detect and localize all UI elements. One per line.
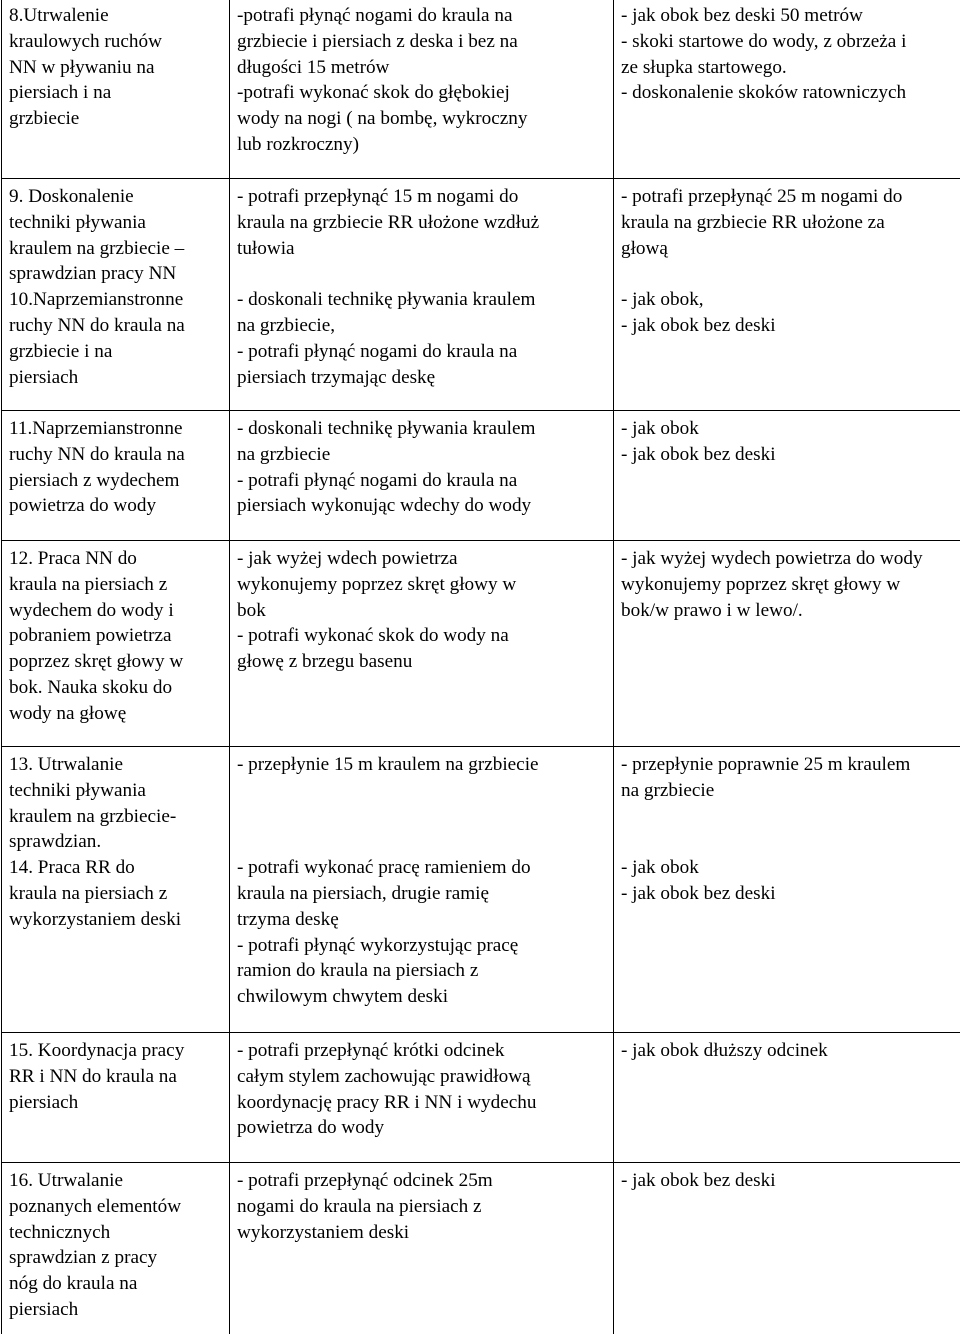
skills-cell: - potrafi przepłynąć 15 m nogami do kraula na grzbiecie RR ułożone wzdłuż tułowia - doskonali technikę pływania kraulem na grzbiecie, - potrafi płynąć nogami do kraula na piersiach trzymając deskę: [230, 179, 614, 411]
requirements-cell: - jak wyżej wydech powietrza do wody wykonujemy poprzez skręt głowy w bok/w prawo i w lewo/.: [614, 541, 960, 747]
skills-cell: - potrafi przepłynąć odcinek 25m nogami do kraula na piersiach z wykorzystaniem deski: [230, 1163, 614, 1334]
table-row: [2, 747, 960, 1033]
skills-cell: - potrafi przepłynąć krótki odcinek całym stylem zachowując prawidłową koordynację pracy RR i NN i wydechu powietrza do wody: [230, 1033, 614, 1163]
table-row: [2, 0, 960, 179]
table-row: [2, 1033, 960, 1163]
document-page: [1, 0, 957, 1333]
skills-cell: - doskonali technikę pływania kraulem na grzbiecie - potrafi płynąć nogami do kraula na piersiach wykonując wdechy do wody: [230, 411, 614, 541]
requirements-cell: - jak obok - jak obok bez deski: [614, 411, 960, 541]
skills-cell: - jak wyżej wdech powietrza wykonujemy poprzez skręt głowy w bok - potrafi wykonać skok do wody na głowę z brzegu basenu: [230, 541, 614, 747]
topic-cell: 11.Naprzemianstronne ruchy NN do kraula na piersiach z wydechem powietrza do wody: [2, 411, 230, 541]
table-row: [2, 411, 960, 541]
skills-cell: -potrafi płynąć nogami do kraula na grzbiecie i piersiach z deska i bez na długości 15 metrów -potrafi wykonać skok do głębokiej wody na nogi ( na bombę, wykroczny lub rozkroczny): [230, 0, 614, 179]
table-row: [2, 179, 960, 411]
topic-cell: 15. Koordynacja pracy RR i NN do kraula na piersiach: [2, 1033, 230, 1163]
requirements-cell: - jak obok bez deski: [614, 1163, 960, 1334]
requirements-cell: - potrafi przepłynąć 25 m nogami do kraula na grzbiecie RR ułożone za głową - jak obok, - jak obok bez deski: [614, 179, 960, 411]
requirements-cell: - przepłynie poprawnie 25 m kraulem na grzbiecie - jak obok - jak obok bez deski: [614, 747, 960, 1033]
requirements-cell: - jak obok dłuższy odcinek: [614, 1033, 960, 1163]
topic-cell: 12. Praca NN do kraula na piersiach z wydechem do wody i pobraniem powietrza poprzez skręt głowy w bok. Nauka skoku do wody na głowę: [2, 541, 230, 747]
curriculum-table: [1, 0, 960, 1334]
topic-cell: 16. Utrwalanie poznanych elementów technicznych sprawdzian z pracy nóg do kraula na piersiach: [2, 1163, 230, 1334]
table-row: [2, 1163, 960, 1334]
topic-cell: 8.Utrwalenie kraulowych ruchów NN w pływaniu na piersiach i na grzbiecie: [2, 0, 230, 179]
skills-cell: - przepłynie 15 m kraulem na grzbiecie - potrafi wykonać pracę ramieniem do kraula na piersiach, drugie ramię trzyma deskę - potrafi płynąć wykorzystując pracę ramion do kraula na piersiach z chwilowym chwytem deski: [230, 747, 614, 1033]
topic-cell: 13. Utrwalanie techniki pływania kraulem na grzbiecie- sprawdzian. 14. Praca RR do kraula na piersiach z wykorzystaniem deski: [2, 747, 230, 1033]
requirements-cell: - jak obok bez deski 50 metrów - skoki startowe do wody, z obrzeża i ze słupka startowego. - doskonalenie skoków ratowniczych: [614, 0, 960, 179]
table-row: [2, 541, 960, 747]
topic-cell: 9. Doskonalenie techniki pływania kraulem na grzbiecie – sprawdzian pracy NN 10.Naprzemianstronne ruchy NN do kraula na grzbiecie i na piersiach: [2, 179, 230, 411]
